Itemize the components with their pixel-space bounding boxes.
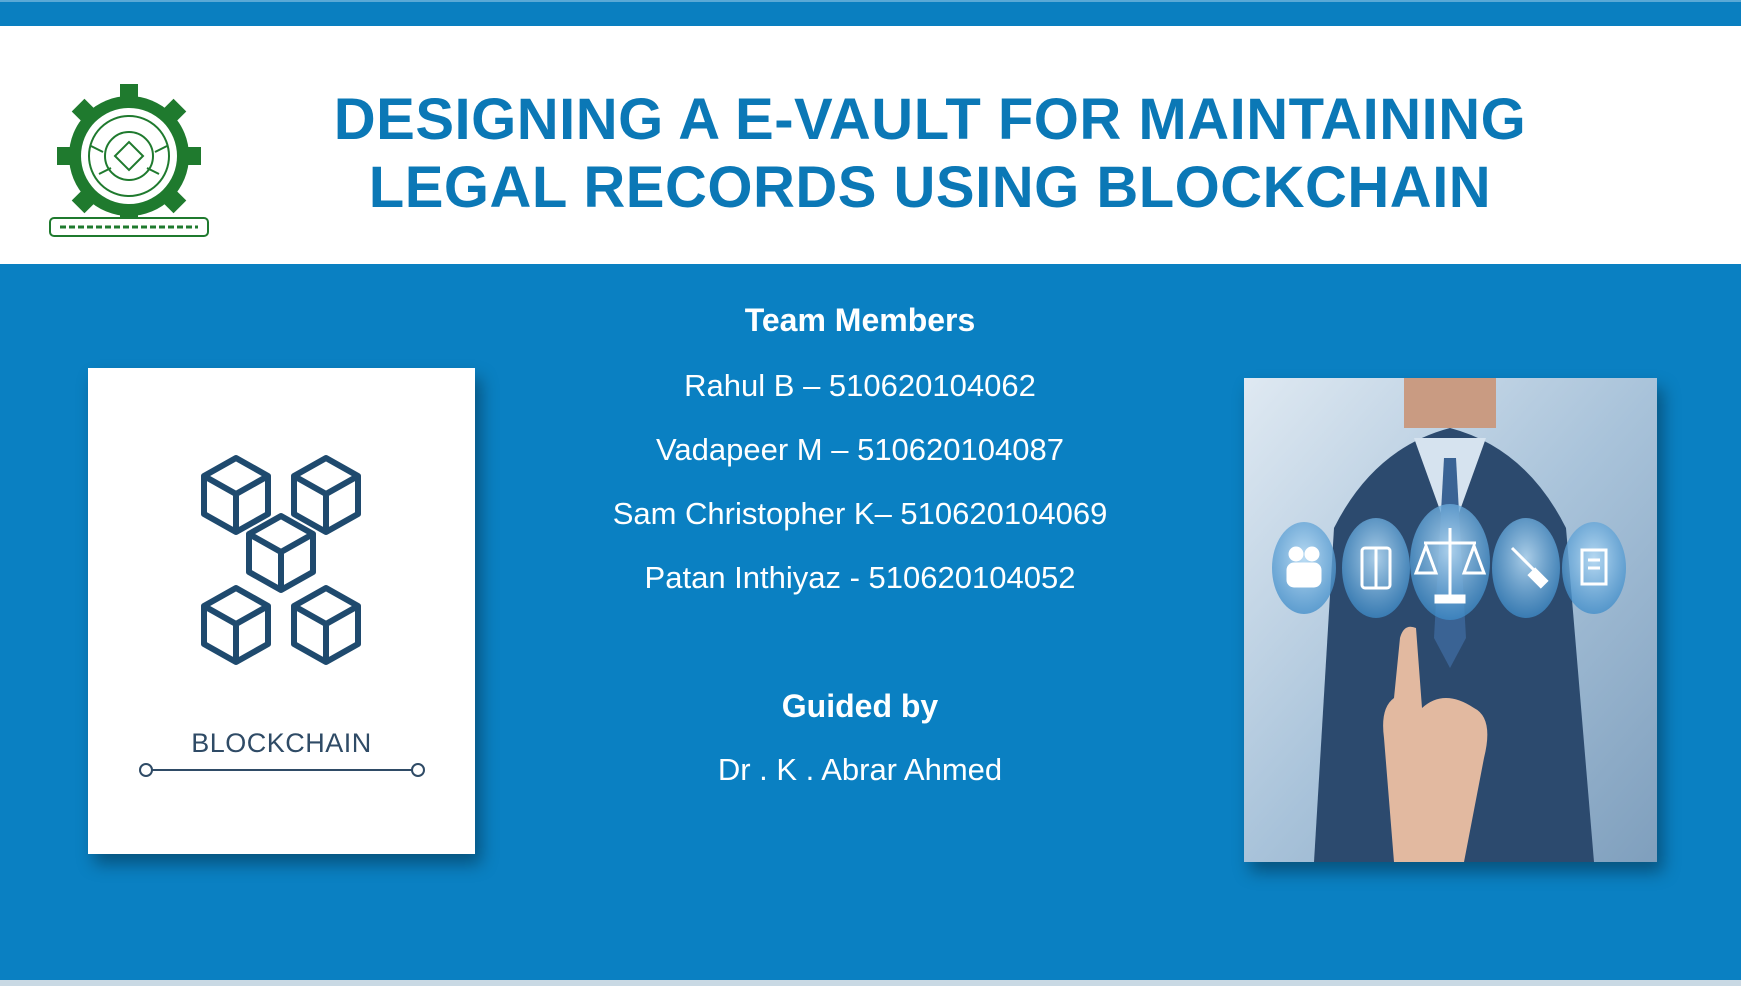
blockchain-cubes-icon bbox=[88, 368, 475, 854]
guide-heading: Guided by bbox=[781, 688, 939, 724]
team-member: Patan Inthiyaz - 510620104052 bbox=[644, 560, 1076, 595]
bottom-strip bbox=[0, 980, 1741, 986]
title-line-2: LEGAL RECORDS USING BLOCKCHAIN bbox=[368, 155, 1492, 220]
header-band bbox=[0, 26, 1741, 264]
guide-name: Dr . K . Abrar Ahmed bbox=[717, 752, 1003, 787]
team-heading: Team Members bbox=[744, 302, 976, 338]
top-strip bbox=[0, 0, 1741, 26]
blockchain-card bbox=[88, 368, 475, 854]
legal-photo bbox=[1244, 378, 1657, 862]
team-member: Vadapeer M – 510620104087 bbox=[656, 432, 1064, 467]
college-emblem-icon bbox=[46, 84, 212, 244]
blockchain-label: BLOCKCHAIN bbox=[191, 728, 372, 758]
team-member: Rahul B – 510620104062 bbox=[684, 368, 1036, 403]
team-member: Sam Christopher K– 510620104069 bbox=[612, 496, 1108, 531]
slide-title bbox=[260, 86, 1600, 222]
title-line-1: DESIGNING A E-VAULT FOR MAINTAINING bbox=[333, 87, 1527, 152]
legal-icons-hand-photo bbox=[1244, 378, 1657, 862]
